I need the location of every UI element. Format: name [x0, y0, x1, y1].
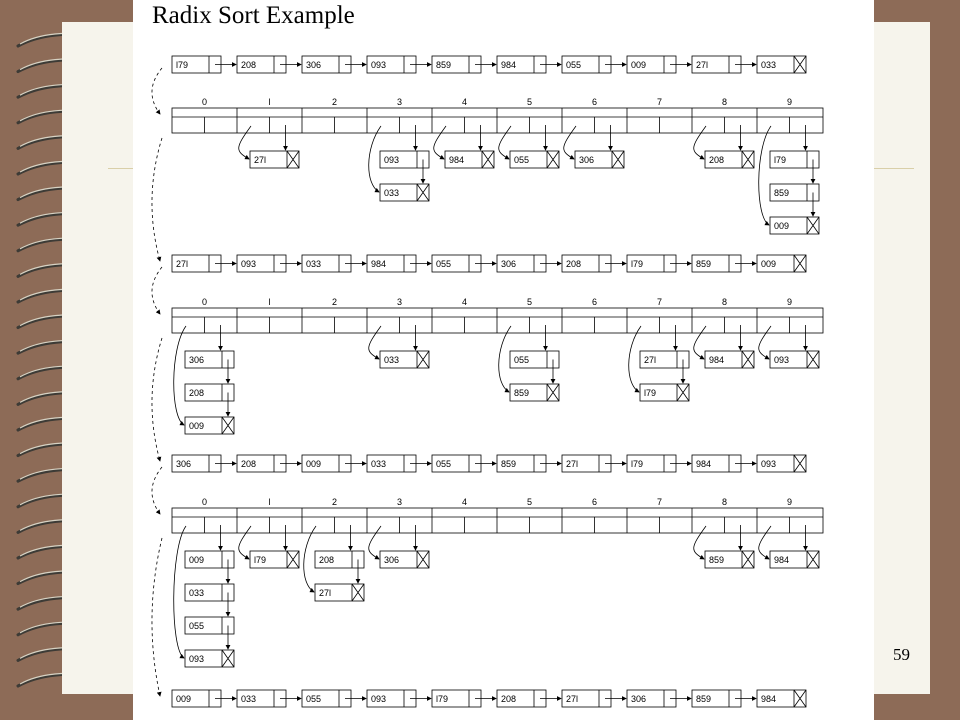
input-list-node: [757, 455, 806, 472]
bucket-node: [575, 151, 624, 168]
node-value: l79: [176, 60, 189, 70]
pass-transition-arrow: [152, 338, 162, 461]
node-value: 208: [709, 155, 725, 165]
node-value: 984: [761, 694, 777, 704]
pass-transition-arrow: [152, 538, 162, 696]
input-list-node: [757, 56, 806, 73]
node-value: 093: [189, 654, 205, 664]
node-value: 984: [449, 155, 465, 165]
input-list-node: [432, 56, 481, 73]
node-value: 055: [189, 621, 205, 631]
bucket-index-label: 3: [396, 497, 403, 507]
bucket-tail-pointer: [239, 526, 251, 559]
bucket-node: [640, 351, 689, 368]
final-list-node: [432, 690, 481, 707]
pass-transition-arrow: [152, 138, 162, 261]
bucket-index-label: 7: [656, 97, 663, 107]
bucket-node: [185, 551, 234, 568]
node-value: 306: [631, 694, 647, 704]
bucket-index-label: 8: [721, 297, 728, 307]
node-value: 306: [501, 259, 517, 269]
bucket-tail-pointer: [499, 126, 511, 159]
node-value: 984: [709, 355, 725, 365]
pass-transition-arrow: [152, 467, 162, 514]
input-list-node: [432, 455, 481, 472]
bucket-index-label: 6: [591, 497, 598, 507]
bucket-tail-pointer: [239, 126, 251, 159]
bucket-node: [510, 384, 559, 401]
node-value: 27l: [319, 588, 332, 598]
input-list-node: [367, 455, 416, 472]
node-value: l79: [436, 694, 449, 704]
bucket-index-label: 5: [526, 497, 533, 507]
final-list-node: [367, 690, 416, 707]
input-list-node: [172, 255, 221, 272]
input-list-node: [692, 255, 741, 272]
bucket-index-label: 9: [786, 297, 793, 307]
page-number: 59: [893, 645, 910, 664]
bucket-node: [770, 551, 819, 568]
pass-transition-arrow: [152, 267, 162, 314]
final-list-node: [562, 690, 611, 707]
bucket-tail-pointer: [369, 526, 381, 559]
bucket-tail-pointer: [759, 126, 771, 225]
bucket-node: [770, 351, 819, 368]
node-value: 055: [436, 259, 452, 269]
bucket-tail-pointer: [564, 126, 576, 159]
bucket-node: [185, 650, 234, 667]
bucket-node: [770, 217, 819, 234]
node-value: 306: [579, 155, 595, 165]
input-list-node: [237, 56, 286, 73]
bucket-node: [445, 151, 494, 168]
bucket-node: [185, 384, 234, 401]
node-value: l79: [644, 388, 657, 398]
node-value: 859: [709, 555, 725, 565]
node-value: 27l: [176, 259, 189, 269]
bucket-node: [185, 617, 234, 634]
bucket-tail-pointer: [499, 326, 511, 392]
node-value: 009: [774, 221, 790, 231]
bucket-node: [315, 551, 364, 568]
bucket-node: [250, 151, 299, 168]
bucket-index-label: 4: [461, 297, 468, 307]
final-list-node: [302, 690, 351, 707]
input-list-node: [367, 255, 416, 272]
node-value: 033: [371, 459, 387, 469]
node-value: l79: [631, 459, 644, 469]
input-list-node: [497, 455, 546, 472]
node-value: 093: [371, 694, 387, 704]
bucket-tail-pointer: [434, 126, 446, 159]
node-value: 208: [241, 60, 257, 70]
pass-transition-arrow: [152, 68, 162, 114]
input-list-node: [757, 255, 806, 272]
bucket-index-label: 9: [786, 497, 793, 507]
input-list-node: [692, 455, 741, 472]
node-value: 093: [384, 155, 400, 165]
input-list-node: [627, 455, 676, 472]
bucket-index-label: 5: [526, 297, 533, 307]
bucket-index-label: 0: [201, 497, 208, 507]
node-value: 033: [189, 588, 205, 598]
node-value: 859: [696, 259, 712, 269]
bucket-index-label: 3: [396, 97, 403, 107]
bucket-node: [380, 151, 429, 168]
bucket-node: [185, 351, 234, 368]
input-list-node: [497, 255, 546, 272]
node-value: 859: [436, 60, 452, 70]
bucket-node: [705, 551, 754, 568]
bucket-node: [185, 584, 234, 601]
bucket-index-label: l: [268, 97, 271, 107]
input-list-node: [432, 255, 481, 272]
node-value: 27l: [696, 60, 709, 70]
node-value: 055: [514, 155, 530, 165]
node-value: 093: [774, 355, 790, 365]
bucket-index-label: 8: [721, 97, 728, 107]
input-list-node: [562, 455, 611, 472]
input-list-node: [497, 56, 546, 73]
bucket-index-label: 6: [591, 97, 598, 107]
final-list-node: [692, 690, 741, 707]
bucket-index-label: 7: [656, 497, 663, 507]
node-value: 055: [306, 694, 322, 704]
node-value: 27l: [566, 694, 579, 704]
bucket-tail-pointer: [629, 326, 641, 392]
node-value: 859: [501, 459, 517, 469]
bucket-index-label: l: [268, 497, 271, 507]
bucket-tail-pointer: [304, 526, 316, 592]
input-list-node: [627, 56, 676, 73]
bucket-index-label: 3: [396, 297, 403, 307]
bucket-node: [640, 384, 689, 401]
input-list-node: [562, 56, 611, 73]
node-value: 009: [176, 694, 192, 704]
input-list-node: [692, 56, 741, 73]
node-value: l79: [774, 155, 787, 165]
node-value: 093: [371, 60, 387, 70]
node-value: 859: [514, 388, 530, 398]
input-list-node: [627, 255, 676, 272]
node-value: l79: [631, 259, 644, 269]
node-value: 055: [566, 60, 582, 70]
node-value: 033: [306, 259, 322, 269]
bucket-node: [315, 584, 364, 601]
bucket-index-label: 0: [201, 297, 208, 307]
node-value: 306: [306, 60, 322, 70]
node-value: 859: [774, 188, 790, 198]
bucket-tail-pointer: [369, 326, 381, 359]
node-value: 093: [241, 259, 257, 269]
bucket-tail-pointer: [174, 326, 186, 425]
node-value: 033: [384, 188, 400, 198]
final-list-node: [172, 690, 221, 707]
final-list-node: [237, 690, 286, 707]
bucket-index-label: 2: [331, 97, 338, 107]
bucket-tail-pointer: [694, 126, 706, 159]
node-value: 208: [189, 388, 205, 398]
node-value: 208: [566, 259, 582, 269]
input-list-node: [562, 255, 611, 272]
slide-title: Radix Sort Example: [152, 2, 355, 29]
input-list-node: [237, 455, 286, 472]
final-list-node: [497, 690, 546, 707]
bucket-node: [770, 151, 819, 168]
bucket-tail-pointer: [759, 526, 771, 559]
node-value: 093: [761, 459, 777, 469]
bucket-node: [380, 351, 429, 368]
node-value: 208: [501, 694, 517, 704]
bucket-index-label: 7: [656, 297, 663, 307]
bucket-index-label: 2: [331, 497, 338, 507]
bucket-node: [510, 351, 559, 368]
node-value: 984: [696, 459, 712, 469]
node-value: 033: [761, 60, 777, 70]
node-value: 009: [761, 259, 777, 269]
bucket-node: [705, 151, 754, 168]
node-value: 033: [384, 355, 400, 365]
node-value: 055: [436, 459, 452, 469]
bucket-node: [380, 551, 429, 568]
final-list-node: [627, 690, 676, 707]
input-list-node: [302, 56, 351, 73]
bucket-node: [250, 551, 299, 568]
bucket-node: [185, 417, 234, 434]
node-value: 208: [241, 459, 257, 469]
input-list-node: [302, 255, 351, 272]
bucket-node: [770, 184, 819, 201]
bucket-tail-pointer: [694, 326, 706, 359]
input-list-node: [237, 255, 286, 272]
node-value: 306: [189, 355, 205, 365]
input-list-node: [302, 455, 351, 472]
node-value: 27l: [644, 355, 657, 365]
node-value: 27l: [254, 155, 267, 165]
bucket-node: [380, 184, 429, 201]
bucket-index-label: 8: [721, 497, 728, 507]
node-value: 055: [514, 355, 530, 365]
node-value: 859: [696, 694, 712, 704]
bucket-tail-pointer: [174, 526, 186, 658]
node-value: 306: [384, 555, 400, 565]
bucket-index-label: 2: [331, 297, 338, 307]
node-value: 009: [631, 60, 647, 70]
node-value: 033: [241, 694, 257, 704]
bucket-index-label: l: [268, 297, 271, 307]
bucket-tail-pointer: [759, 326, 771, 359]
bucket-index-label: 5: [526, 97, 533, 107]
bucket-node: [705, 351, 754, 368]
node-value: 009: [189, 421, 205, 431]
node-value: 306: [176, 459, 192, 469]
bucket-index-label: 0: [201, 97, 208, 107]
node-value: 009: [306, 459, 322, 469]
input-list-node: [172, 455, 221, 472]
node-value: 27l: [566, 459, 579, 469]
bucket-node: [510, 151, 559, 168]
node-value: 208: [319, 555, 335, 565]
node-value: 984: [371, 259, 387, 269]
bucket-index-label: 4: [461, 497, 468, 507]
input-list-node: [367, 56, 416, 73]
input-list-node: [172, 56, 221, 73]
bucket-index-label: 9: [786, 97, 793, 107]
final-list-node: [757, 690, 806, 707]
bucket-index-label: 6: [591, 297, 598, 307]
node-value: l79: [254, 555, 267, 565]
node-value: 984: [774, 555, 790, 565]
bucket-tail-pointer: [369, 126, 381, 192]
bucket-tail-pointer: [694, 526, 706, 559]
bucket-index-label: 4: [461, 97, 468, 107]
node-value: 009: [189, 555, 205, 565]
node-value: 984: [501, 60, 517, 70]
